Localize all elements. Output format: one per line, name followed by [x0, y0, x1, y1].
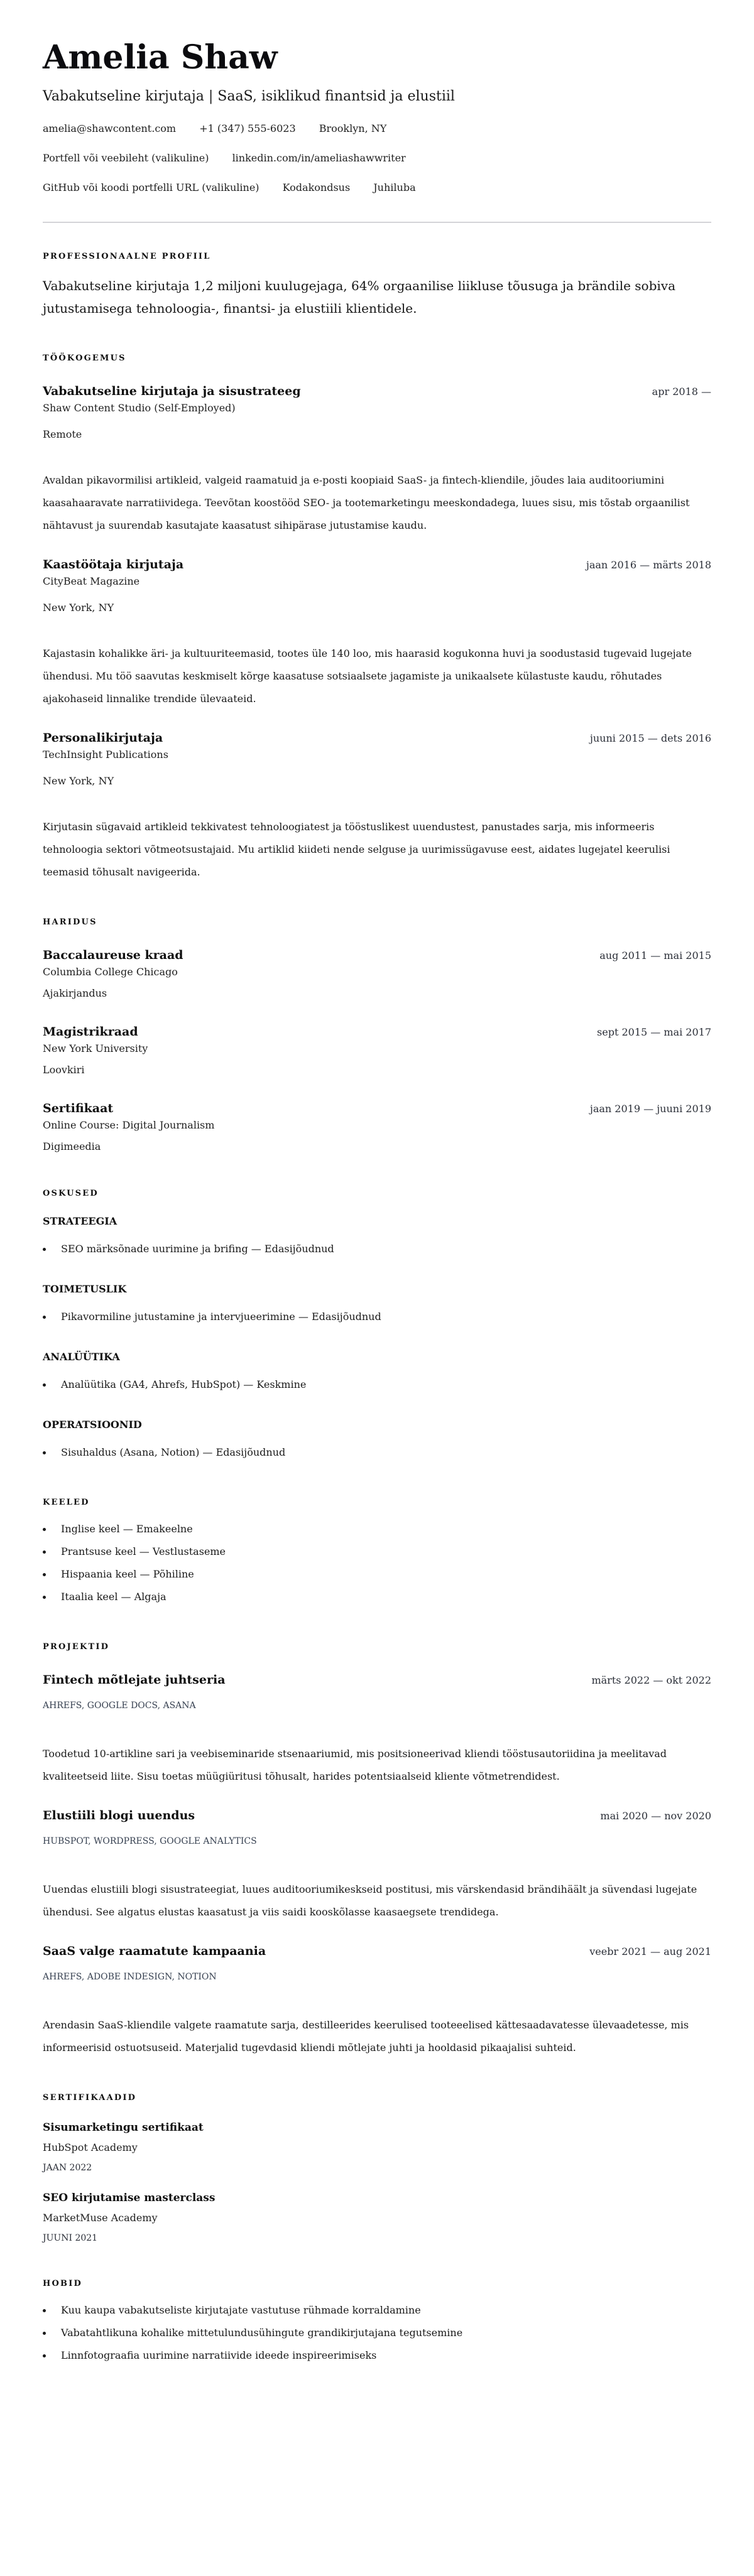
experience-entry	[43, 556, 711, 710]
skill-item: Pikavormiline jutustamine ja intervjueerimine — Edasijõudnud	[43, 1306, 711, 1328]
phone-number[interactable]: +1 (347) 555-6023	[199, 122, 296, 134]
field-of-study: Ajakirjandus	[43, 987, 107, 999]
job-location: Remote	[43, 428, 82, 440]
section-title-hobbies: HOBID	[43, 2279, 82, 2288]
contact-row-links	[43, 151, 711, 166]
section-title-projects: PROJEKTID	[43, 1642, 110, 1652]
hobby-item: Linnfotograafia uurimine narratiivide ideede inspireerimiseks	[43, 2344, 711, 2367]
section-title-profile: PROFESSIONAALNE PROFIIL	[43, 252, 211, 261]
education-entry	[43, 946, 711, 1002]
certification-name: SEO kirjutamise masterclass	[43, 2192, 216, 2204]
job-title: Vabakutseline kirjutaja ja sisustrateeg	[43, 384, 301, 398]
certification-issuer: HubSpot Academy	[43, 2141, 138, 2153]
job-description: Kajastasin kohalikke äri- ja kultuuriteemasid, tootes üle 140 loo, mis haarasid kogukonna huvi ja soodustasid tugevaid lugejate ühendusi. Mu töö saavutas keskmiselt kõrge kaasatuse sotsiaalsete jagamiste ja unikaalsete külastuste kaudu, rõhutades ajakohaseid linnalike trendide ülevaateid.	[43, 647, 692, 705]
education-dates: aug 2011 — mai 2015	[599, 950, 711, 961]
certification-date: JAAN 2022	[43, 2163, 92, 2173]
project-name: Fintech mõtlejate juhtseria	[43, 1673, 226, 1687]
company-name: TechInsight Publications	[43, 749, 168, 760]
skill-category: TOIMETUSLIK	[43, 1283, 127, 1295]
hobby-item: Kuu kaupa vabakutseliste kirjutajate vastutuse rühmade korraldamine	[43, 2299, 711, 2322]
github-link[interactable]: GitHub või koodi portfelli URL (valikuline)	[43, 181, 260, 193]
job-location: New York, NY	[43, 775, 114, 787]
school-name: New York University	[43, 1042, 148, 1054]
project-dates: veebr 2021 — aug 2021	[589, 1946, 711, 1957]
education-entry	[43, 1100, 711, 1155]
project-description: Uuendas elustiili blogi sisustrateegiat, luues auditooriumikeskseid postitusi, mis värskendasid brändihäält ja süvendasi lugejate ühendusi. See algatus elustas kaasatust ja viis saidi kooskõlasse kaasaegsete trendidega.	[43, 1883, 697, 1918]
section-title-languages: KEELED	[43, 1498, 90, 1507]
citizenship: Kodakondsus	[282, 181, 351, 193]
hobby-list	[43, 2299, 711, 2367]
experience-entry	[43, 382, 711, 537]
certification-name: Sisumarketingu sertifikaat	[43, 2121, 204, 2134]
job-location: New York, NY	[43, 602, 114, 614]
language-item: Inglise keel — Emakeelne	[43, 1518, 711, 1540]
project-dates: mai 2020 — nov 2020	[600, 1810, 711, 1822]
header-divider	[43, 222, 711, 223]
field-of-study: Loovkiri	[43, 1064, 85, 1076]
project-tech: HUBSPOT, WORDPRESS, GOOGLE ANALYTICS	[43, 1836, 257, 1846]
portfolio-link[interactable]: Portfell või veebileht (valikuline)	[43, 152, 209, 164]
skill-list	[43, 1238, 711, 1260]
skill-list	[43, 1373, 711, 1396]
education-entry	[43, 1023, 711, 1078]
skill-item: Sisuhaldus (Asana, Notion) — Edasijõudnud	[43, 1441, 711, 1464]
project-name: SaaS valge raamatute kampaania	[43, 1944, 266, 1958]
resume-header	[43, 36, 711, 195]
skill-category: ANALÜÜTIKA	[43, 1351, 120, 1363]
profile-section	[43, 251, 711, 320]
location: Brooklyn, NY	[319, 122, 387, 134]
section-title-certifications: SERTIFIKAADID	[43, 2093, 137, 2102]
certification-entry	[43, 2190, 711, 2245]
project-entry	[43, 1942, 711, 2059]
project-entry	[43, 1671, 711, 1788]
company-name: CityBeat Magazine	[43, 575, 140, 587]
skill-category: STRATEEGIA	[43, 1215, 117, 1227]
certification-date: JUUNI 2021	[43, 2233, 98, 2243]
job-description: Kirjutasin sügavaid artikleid tekkivatest tehnoloogiatest ja tööstuslikest uuendustest, panustades sarja, mis informeeris tehnoloogia sektori võtmeotsustajaid. Mu artiklid kiideti nende selguse ja uurimissügavuse eest, aidates lugejatel keerulisi teemasid tõhusalt navigeerida.	[43, 821, 670, 878]
project-description: Toodetud 10-artikline sari ja veebiseminaride stsenaariumid, mis positsioneerivad kliendi tööstusautoriidina ja meelitavad kvaliteetseid liite. Sisu toetas müügiüritusi tõhusalt, harides potentsiaalseid kliente võtmetrendidest.	[43, 1748, 667, 1782]
skills-section	[43, 1188, 711, 1464]
language-item: Hispaania keel — Põhiline	[43, 1563, 711, 1586]
field-of-study: Digimeedia	[43, 1140, 101, 1152]
job-dates: juuni 2015 — dets 2016	[589, 732, 711, 744]
section-title-education: HARIDUS	[43, 917, 97, 927]
certification-entry	[43, 2119, 711, 2175]
email-link[interactable]: amelia@shawcontent.com	[43, 122, 177, 134]
skill-list	[43, 1441, 711, 1464]
project-dates: märts 2022 — okt 2022	[591, 1674, 711, 1686]
certification-issuer: MarketMuse Academy	[43, 2212, 158, 2224]
skill-item: SEO märksõnade uurimine ja brifing — Edasijõudnud	[43, 1238, 711, 1260]
profile-summary: Vabakutseline kirjutaja 1,2 miljoni kuulugejaga, 64% orgaanilise liikluse tõusuga ja brändile sobiva jutustamisega tehnoloogia-, finantsi- ja elustiili klientidele.	[43, 278, 676, 316]
project-name: Elustiili blogi uuendus	[43, 1809, 195, 1822]
projects-section	[43, 1641, 711, 2059]
language-list	[43, 1518, 711, 1608]
degree-name: Sertifikaat	[43, 1101, 114, 1115]
section-title-skills: OSKUSED	[43, 1189, 99, 1198]
project-tech: AHREFS, GOOGLE DOCS, ASANA	[43, 1701, 196, 1711]
headline: Vabakutseline kirjutaja | SaaS, isiklikud finantsid ja elustiil	[43, 89, 455, 104]
education-dates: sept 2015 — mai 2017	[597, 1026, 711, 1038]
skill-category: OPERATSIOONID	[43, 1419, 142, 1431]
candidate-name: Amelia Shaw	[43, 38, 278, 77]
job-dates: apr 2018 —	[652, 386, 711, 398]
section-title-experience: TÖÖKOGEMUS	[43, 354, 126, 363]
skill-list	[43, 1306, 711, 1328]
drivers-license: Juhiluba	[373, 181, 416, 193]
job-title: Kaastöötaja kirjutaja	[43, 558, 184, 571]
project-description: Arendasin SaaS-kliendile valgete raamatute sarja, destilleerides keerulised tooteeelised kättesaadavatesse ülevaadetesse, mis informeerisid ostuotsuseid. Materjalid tugevdasid kliendi mõtlejate juhti ja hooldasid pikaajalisi suhteid.	[43, 2019, 689, 2054]
school-name: Columbia College Chicago	[43, 966, 178, 978]
language-item: Itaalia keel — Algaja	[43, 1586, 711, 1608]
job-description: Avaldan pikavormilisi artikleid, valgeid raamatuid ja e-posti koopiaid SaaS- ja fintech-kliendile, jõudes laia auditooriumini kaasahaaravate narratiividega. Teevõtan koostööd SEO- ja tootemarketingu meeskondadega, luues sisu, mis tõstab orgaanilist nähtavust ja suurendab kasutajate kaasatust sihipärase jutustamise kaudu.	[43, 474, 690, 531]
language-item: Prantsuse keel — Vestlustaseme	[43, 1540, 711, 1563]
certifications-section	[43, 2092, 711, 2245]
skill-item: Analüütika (GA4, Ahrefs, HubSpot) — Keskmine	[43, 1373, 711, 1396]
school-name: Online Course: Digital Journalism	[43, 1119, 215, 1131]
experience-section	[43, 352, 711, 884]
hobbies-section	[43, 2278, 711, 2367]
education-dates: jaan 2019 — juuni 2019	[589, 1103, 711, 1115]
education-section	[43, 916, 711, 1155]
linkedin-link[interactable]: linkedin.com/in/ameliashawwriter	[232, 152, 406, 164]
degree-name: Baccalaureuse kraad	[43, 948, 183, 962]
project-entry	[43, 1807, 711, 1924]
degree-name: Magistrikraad	[43, 1025, 138, 1039]
job-dates: jaan 2016 — märts 2018	[586, 559, 711, 571]
hobby-item: Vabatahtlikuna kohalike mittetulundusühingute grandikirjutajana tegutsemine	[43, 2322, 711, 2344]
company-name: Shaw Content Studio (Self-Employed)	[43, 402, 236, 414]
contact-row-primary	[43, 121, 711, 136]
project-tech: AHREFS, ADOBE INDESIGN, NOTION	[43, 1972, 217, 1982]
languages-section	[43, 1496, 711, 1608]
experience-entry	[43, 729, 711, 884]
contact-row-extra	[43, 180, 711, 195]
job-title: Personalikirjutaja	[43, 731, 163, 745]
